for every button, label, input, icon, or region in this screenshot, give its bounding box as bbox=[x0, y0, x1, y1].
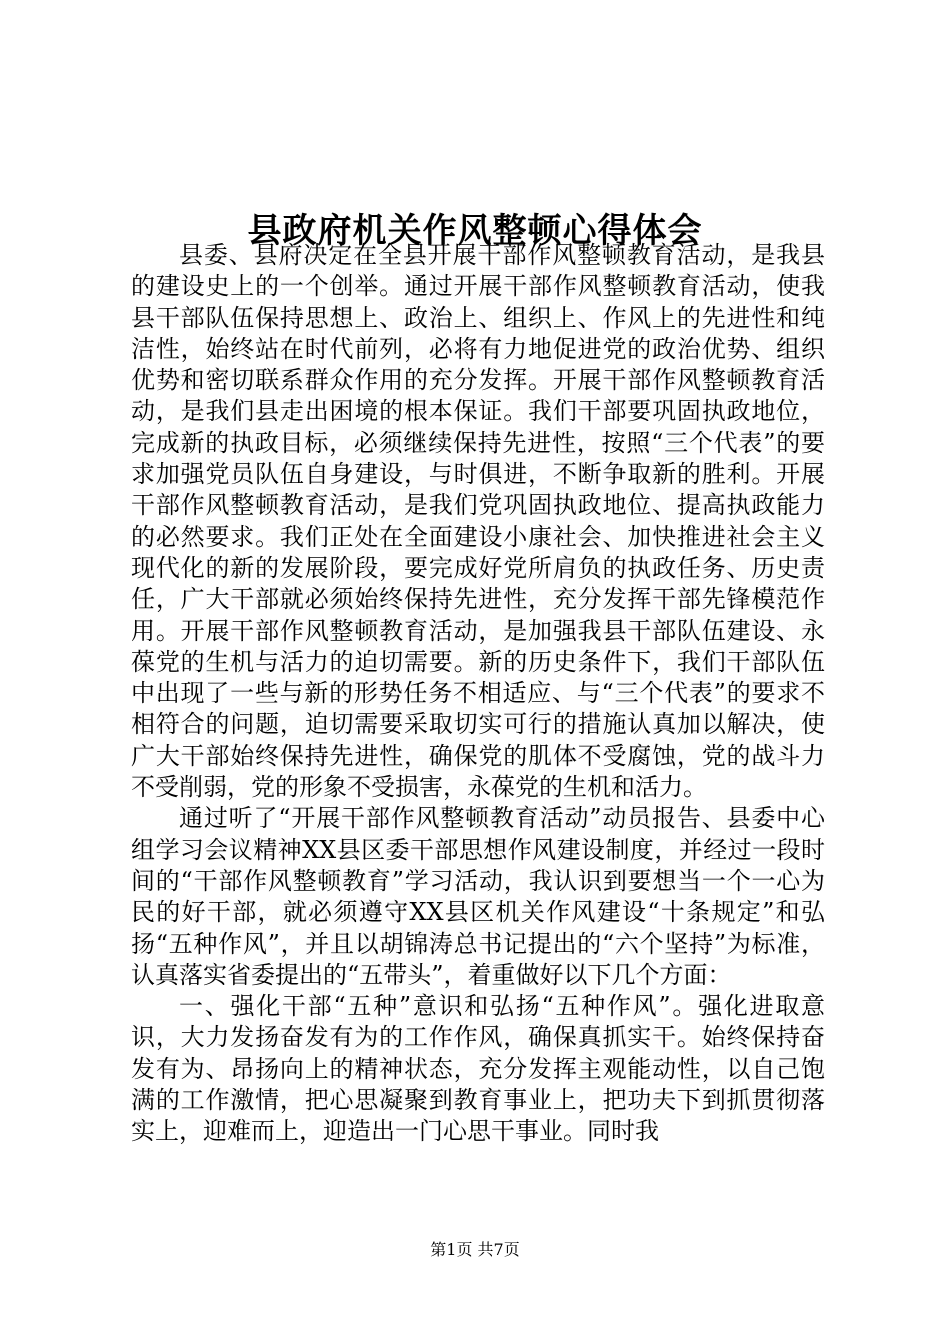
document-title: 县政府机关作风整顿心得体会 bbox=[247, 210, 703, 251]
paragraph-1: 县委、县府决定在全县开展干部作风整顿教育活动，是我县的建设史上的一个创举。通过开展干部作风整顿教育活动，使我县干部队伍保持思想上、政治上、组织上、作风上的先进性和纯洁性，始终站在时代前列，必将有力地促进党的政治优势、组织优势和密切联系群众作用的充分发挥。开展干部作风整顿教育活动，是我们县走出困境的根本保证。我们干部要巩固执政地位，完成新的执政目标，必须继续保持先进性，按照“三个代表”的要求加强党员队伍自身建设，与时俱进，不断争取新的胜利。开展干部作风整顿教育活动，是我们党巩固执政地位、提高执政能力的必然要求。我们正处在全面建设小康社会、加快推进社会主义现代化的新的发展阶段，要完成好党所肩负的执政任务、历史责任，广大干部就必须始终保持先进性，充分发挥干部先锋模范作用。开展干部作风整顿教育活动，是加强我县干部队伍建设、永葆党的生机与活力的迫切需要。新的历史条件下，我们干部队伍中出现了一些与新的形势任务不相适应、与“三个代表”的要求不相符合的问题，迫切需要采取切实可行的措施认真加以解决，使广大干部始终保持先进性，确保党的肌体不受腐蚀，党的战斗力不受削弱，党的形象不受损害，永葆党的生机和活力。 bbox=[131, 241, 825, 802]
paragraph-2: 通过听了“开展干部作风整顿教育活动”动员报告、县委中心组学习会议精神XX县区委干部思想作风建设制度，并经过一段时间的“干部作风整顿教育”学习活动，我认识到要想当一个一心为民的好干部，就必须遵守XX县区机关作风建设“十条规定”和弘扬“五种作风”，并且以胡锦涛总书记提出的“六个坚持”为标准，认真落实省委提出的“五带头”，着重做好以下几个方面： bbox=[131, 804, 825, 989]
paragraph-3: 一、强化干部“五种”意识和弘扬“五种作风”。强化进取意识，大力发扬奋发有为的工作作风，确保真抓实干。始终保持奋发有为、昂扬向上的精神状态，充分发挥主观能动性，以自己饱满的工作激情，把心思凝聚到教育事业上，把功夫下到抓贯彻落实上，迎难而上，迎造出一门心思干事业。同时我 bbox=[131, 992, 825, 1146]
page-number: 第1页 共7页 bbox=[430, 1240, 520, 1259]
document-body bbox=[131, 240, 825, 1148]
page-footer bbox=[0, 1240, 950, 1260]
